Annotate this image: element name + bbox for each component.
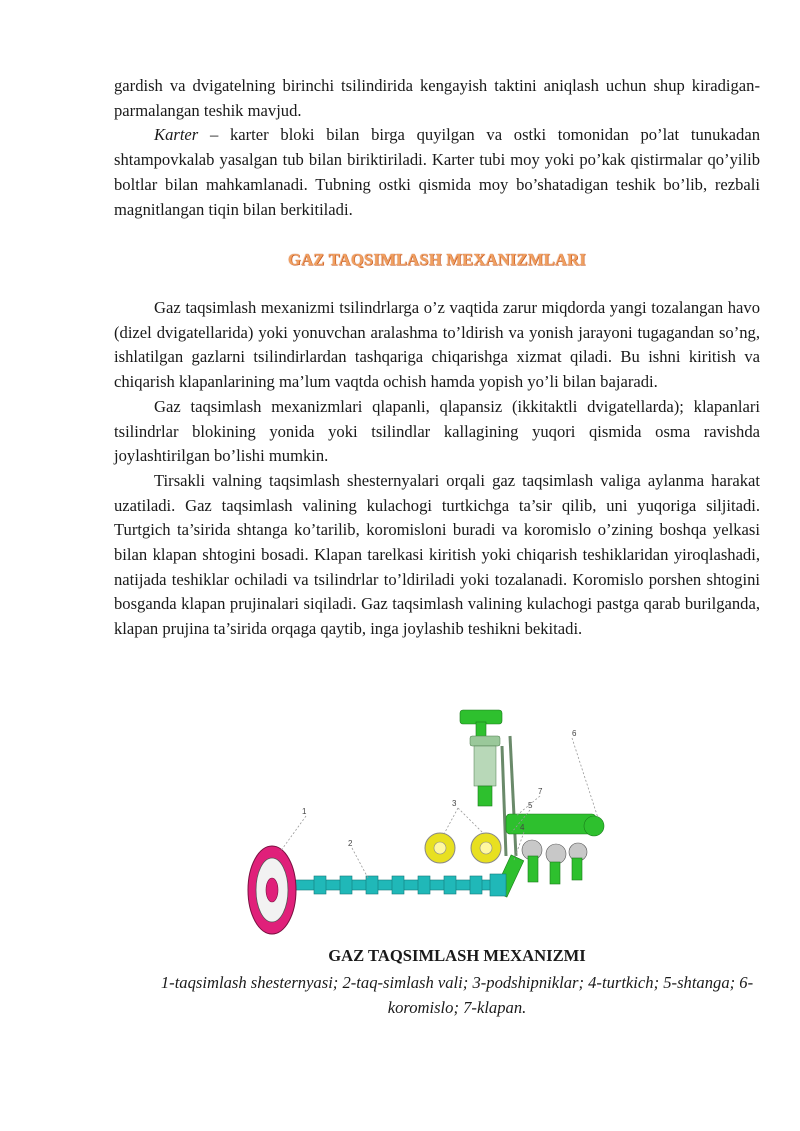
figure-label-3: 3 [452, 799, 457, 808]
paragraph-types: Gaz taqsimlash mexanizmlari qlapanli, qlapansiz (ikkitaktli dvigatellarda); klapanlari tsilindrlar blokining yonida yoki tsilindlar kallagining yuqori qismida osma ravishda joylashtirilgan bo’lishi mumkin. [114, 396, 760, 466]
figure-label-6: 6 [572, 729, 577, 738]
pushrods [502, 736, 516, 856]
timing-gear [248, 846, 296, 934]
valve-mechanism-figure [244, 706, 616, 942]
bearings [425, 833, 501, 863]
karter-description: – karter bloki bilan birga quyilgan va ostki tomonidan po’lat tunukadan shtampovkalab yasalgan tub bilan biriktiriladi. Karter tubi moy yoki po’kak qistirmalar qo’yilib boltlar bilan mahkamlanadi. Tubning ostki qismida moy bo’shatadigan teshik bo’lib, rezbali magnitlangan tiqin bilan berkitiladi. [114, 125, 760, 219]
figure-label-1: 1 [302, 807, 307, 816]
figure-label-2: 2 [348, 839, 353, 848]
figure-label-7: 7 [538, 787, 543, 796]
karter-paragraph [114, 123, 760, 222]
figure-title: GAZ TAQSIMLASH MEXANIZMI [328, 946, 586, 965]
section-heading: GAZ TAQSIMLASH MEXANIZMLARI [288, 250, 586, 269]
intro-block [114, 74, 760, 222]
valve-and-spring-group [494, 814, 604, 897]
figure-caption: 1-taqsimlash shesternyasi; 2-taq-simlash vali; 3-podshipniklar; 4-turtkich; 5-shtanga; 6-koromislo; 7-klapan. [160, 973, 754, 1017]
rocker-arm-assembly [460, 710, 502, 806]
camshaft [284, 874, 506, 896]
figure-label-4: 4 [520, 823, 525, 832]
intro-paragraph-continuation: gardish va dvigatelning birinchi tsilindirida kengayish taktini aniqlash uchun shup kiradigan-parmalangan teshik mavjud. [114, 76, 760, 120]
paragraph-purpose: Gaz taqsimlash mexanizmi tsilindrlarga o’z vaqtida zarur miqdorda yangi tozalangan havo (dizel dvigatellarida) yoki yonuvchan aralashma to’ldirish va yonish jarayoni tugagandan so’ng, ishlatilgan gazlarni tsilindirlardan tashqariga chiqarishga xizmat qiladi. Bu ishni kiritish va chiqarish klapanlarining ma’lum vaqtda ochish hamda yopish yo’li bilan bajaradi. [114, 298, 760, 392]
paragraph-operation: Tirsakli valning taqsimlash shesternyalari orqali gaz taqsimlash valiga aylanma harakat uzatiladi. Gaz taqsimlash valining kulachogi turtkichga ta’sir qilib, uni yuqoriga siljitadi. Turtgich ta’sirida shtanga ko’tarilib, koromisloni buradi va koromislo o’zining boshqa yelkasi bilan klapan shtogini bosadi. Klapan tarelkasi kiritish yoki chiqarish teshiklaridan yiroqlashadi, natijada teshiklar ochiladi va tsilindrlar to’ldiriladi yoki tozalanadi. Koromislo porshen shtogini bosganda klapan prujinalari siqiladi. Gaz taqsimlash valining kulachogi pastga qarab burilganda, klapan prujina ta’sirida orqaga qaytib, inga joylashib teshikni bekitadi. [114, 470, 760, 639]
section-body [114, 296, 760, 642]
figure-label-5: 5 [528, 801, 533, 810]
karter-term: Karter [154, 125, 199, 145]
